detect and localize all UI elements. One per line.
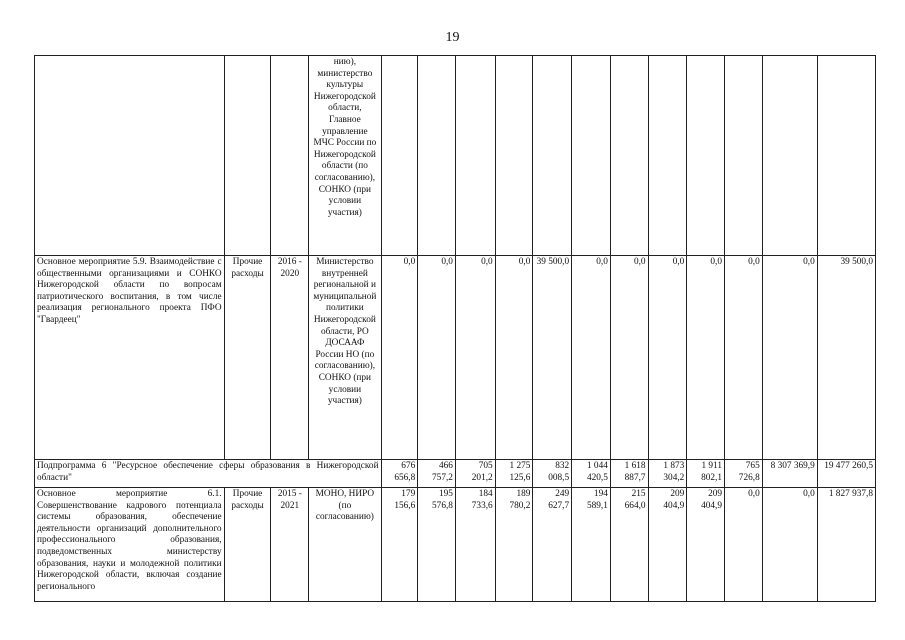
expense-type-cell: Прочие расходы [224,256,271,460]
value-cell: 1 911 802,1 [687,460,725,488]
value-cell [572,56,611,256]
table-row [35,56,876,256]
value-cell: 0,0 [648,256,687,460]
value-cell: 0,0 [455,256,495,460]
value-cell [817,56,875,256]
value-cell: 0,0 [495,256,533,460]
table-row [35,488,876,602]
value-cell: 215 664,0 [610,488,648,602]
value-cell: 1 873 304,2 [648,460,687,488]
value-cell: 1 044 420,5 [572,460,611,488]
value-cell: 0,0 [418,256,456,460]
subprogram-row [35,460,876,488]
value-cell [495,56,533,256]
value-cell: 466 757,2 [418,460,456,488]
expense-type-cell [224,56,271,256]
value-cell: 0,0 [610,256,648,460]
value-cell: 0,0 [725,488,763,602]
measure-description-cell: Основное мероприятие 5.9. Взаимодействие с общественными организациями и СОНКО Нижегородской области по вопросам патриотического воспитания, в том числе реализация регионального проекта ПФО "Гвардеец" [35,256,225,460]
responsible-cell: нию), министерство культуры Нижегородской области, Главное управление МЧС России по Нижегородской области (по согласованию), СОНКО (при условии участия) [309,56,381,256]
value-cell: 0,0 [762,256,817,460]
value-cell: 249 627,7 [533,488,572,602]
value-cell: 39 500,0 [817,256,875,460]
subprogram-title-cell: Подпрограмма 6 "Ресурсное обеспечение сферы образования в Нижегородской области" [35,460,382,488]
value-cell [533,56,572,256]
value-cell [455,56,495,256]
expense-type-cell: Прочие расходы [224,488,271,602]
value-cell: 705 201,2 [455,460,495,488]
value-cell [418,56,456,256]
value-cell: 0,0 [381,256,418,460]
table-row [35,256,876,460]
responsible-cell: Министерство внутренней региональной и муниципальной политики Нижегородской области, РО ДОСААФ России НО (по согласованию), СОНКО (при условии участия) [309,256,381,460]
value-cell [610,56,648,256]
value-cell [687,56,725,256]
value-cell: 8 307 369,9 [762,460,817,488]
value-cell: 184 733,6 [455,488,495,602]
budget-table [34,55,876,602]
value-cell: 765 726,8 [725,460,763,488]
value-cell: 0,0 [762,488,817,602]
value-cell: 1 618 887,7 [610,460,648,488]
measure-description-cell [35,56,225,256]
value-cell: 209 404,9 [687,488,725,602]
value-cell: 179 156,6 [381,488,418,602]
value-cell: 195 576,8 [418,488,456,602]
page-number: 19 [445,30,460,45]
value-cell [725,56,763,256]
value-cell [648,56,687,256]
value-cell: 39 500,0 [533,256,572,460]
value-cell: 19 477 260,5 [817,460,875,488]
value-cell [381,56,418,256]
value-cell: 1 275 125,6 [495,460,533,488]
measure-description-cell: Основное мероприятие 6.1. Совершенствование кадрового потенциала системы образования, обеспечение деятельности организаций дополнительного профессионального образования, подведомственных министерству образования, науки и молодежной политики Нижегородской области, включая создание регионального [35,488,225,602]
responsible-cell: МОНО, НИРО (по согласованию) [309,488,381,602]
value-cell [762,56,817,256]
value-cell: 0,0 [725,256,763,460]
value-cell: 832 008,5 [533,460,572,488]
value-cell: 0,0 [572,256,611,460]
value-cell: 1 827 937,8 [817,488,875,602]
value-cell: 209 404,9 [648,488,687,602]
value-cell: 194 589,1 [572,488,611,602]
period-cell [271,56,309,256]
value-cell: 676 656,8 [381,460,418,488]
value-cell: 0,0 [687,256,725,460]
period-cell: 2016 - 2020 [271,256,309,460]
value-cell: 189 780,2 [495,488,533,602]
period-cell: 2015 - 2021 [271,488,309,602]
